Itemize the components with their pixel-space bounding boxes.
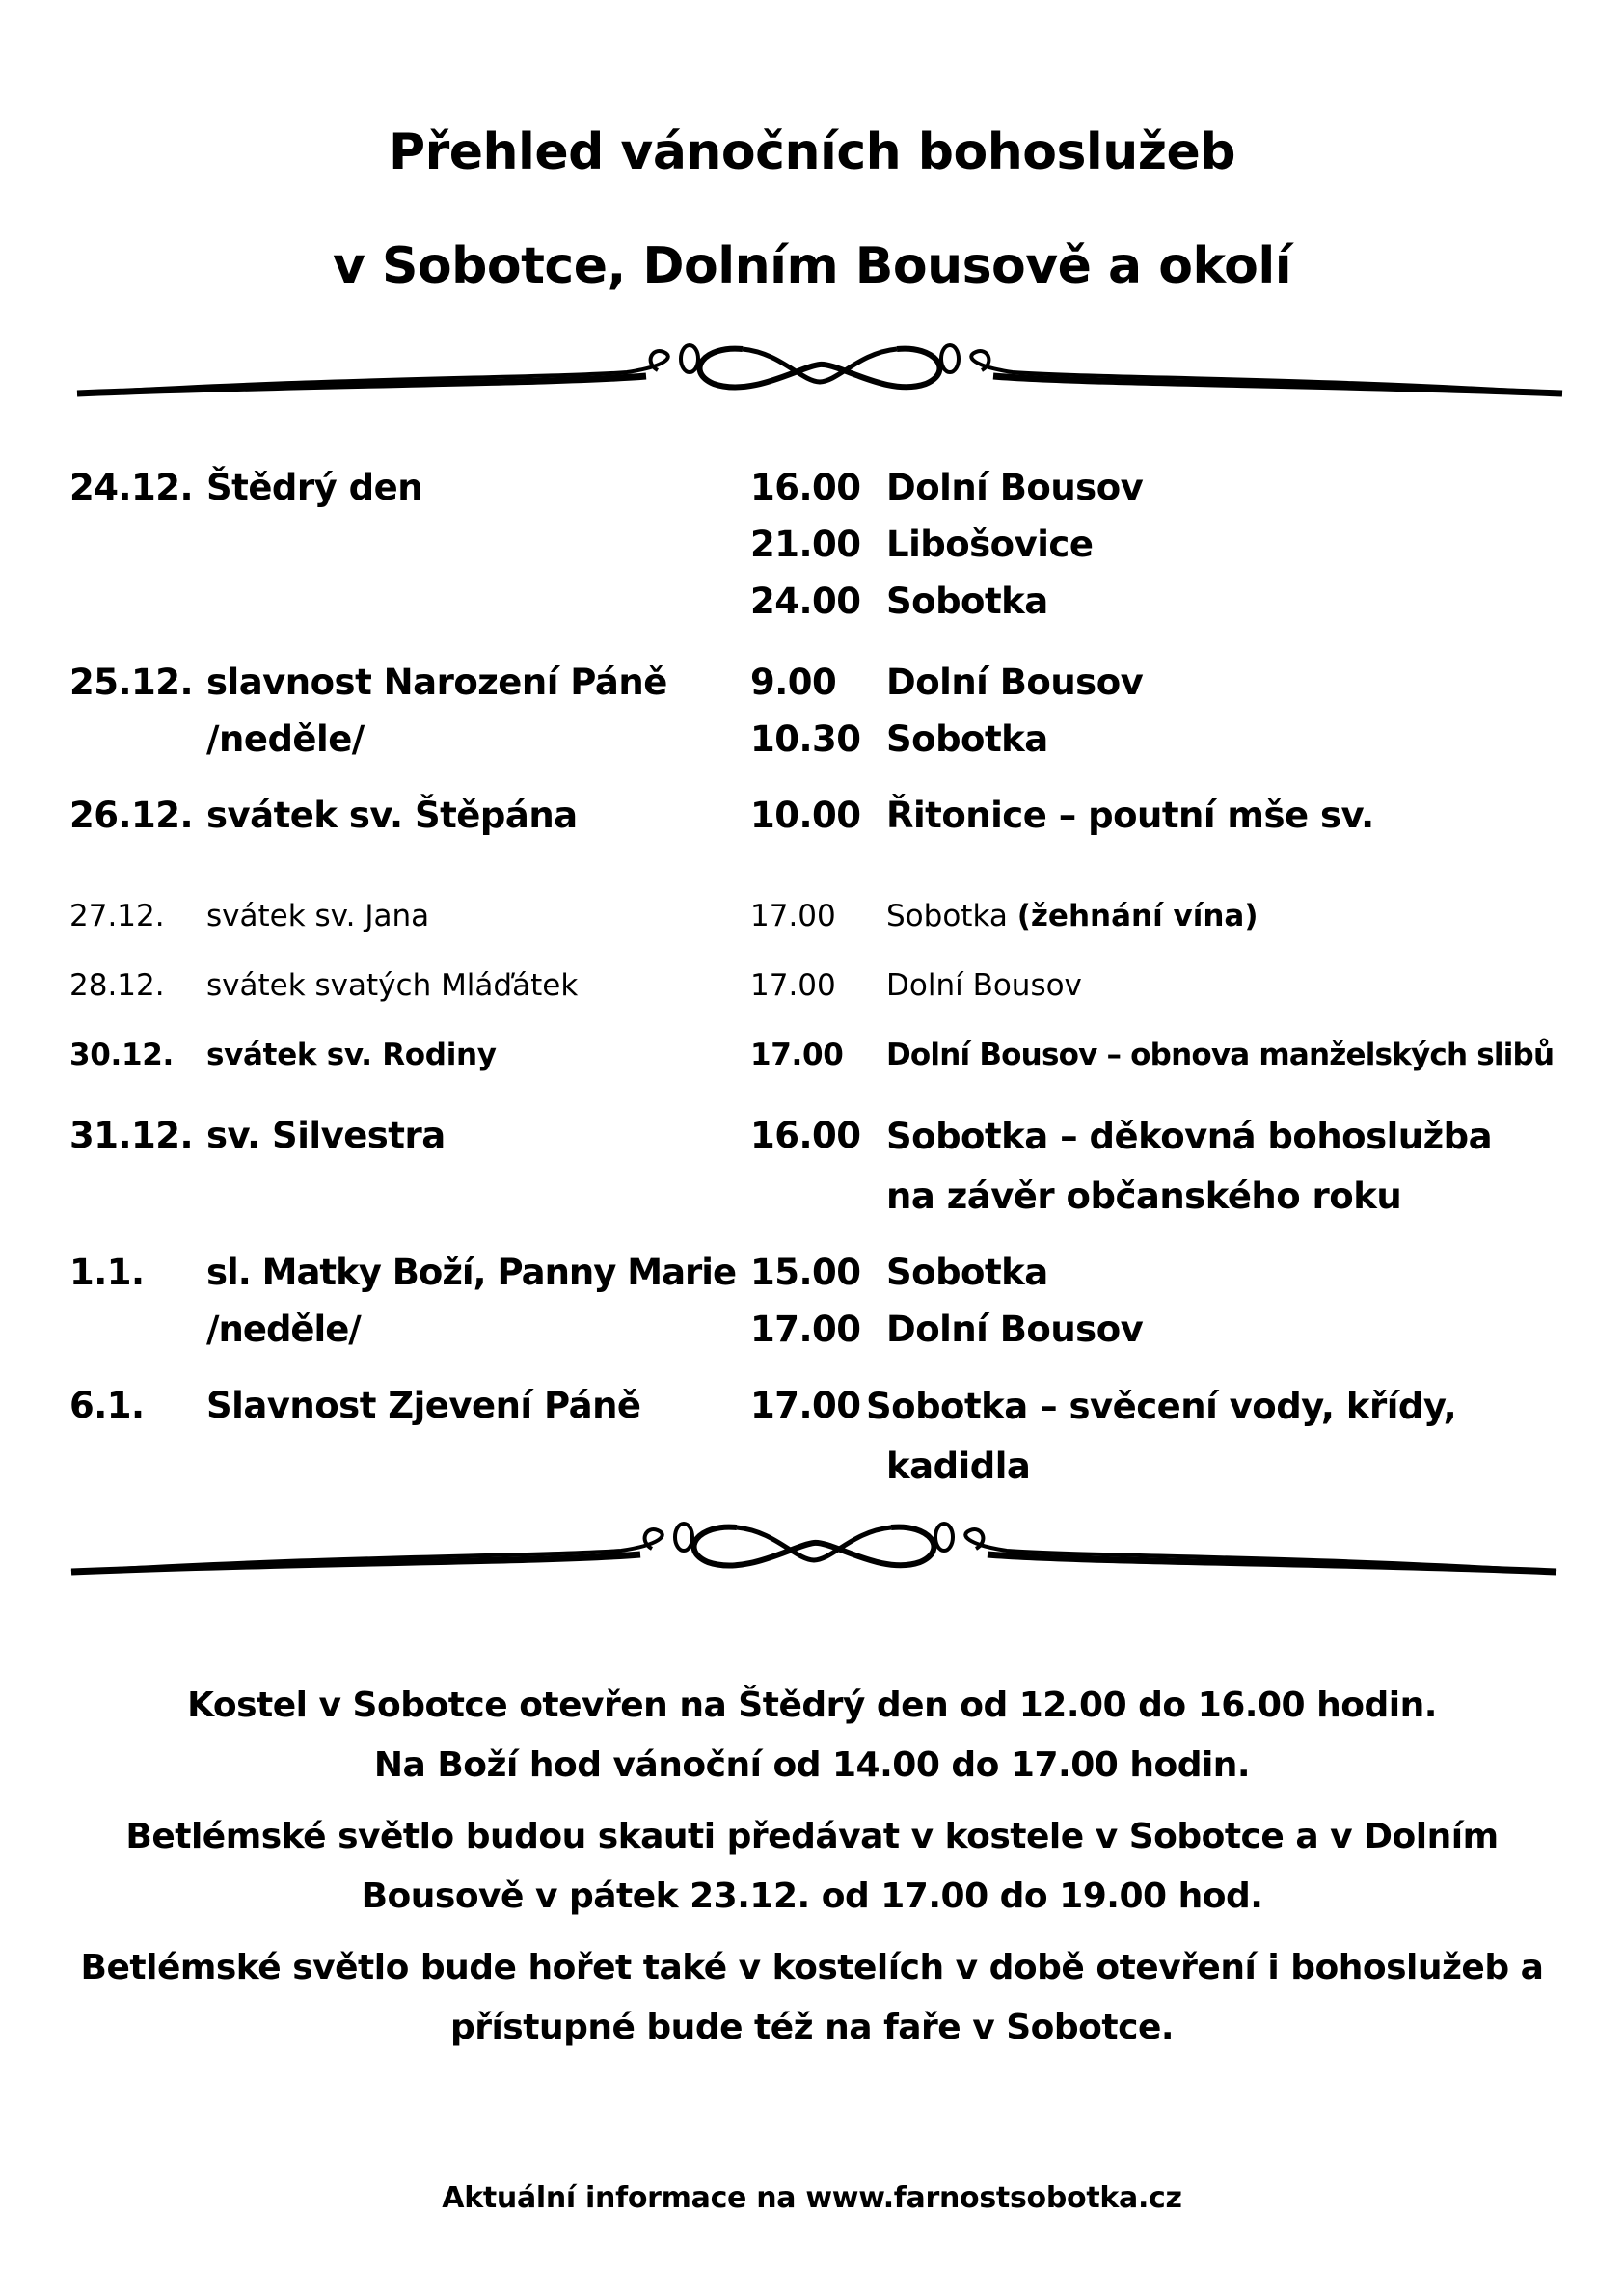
feast-name: Štědrý den — [206, 467, 423, 508]
note-church-open-christmas-day: Na Boží hod vánoční od 14.00 do 17.00 hodin. — [373, 1745, 1251, 1785]
schedule-date: 31.12. — [69, 1115, 194, 1156]
service-time: 21.00 — [750, 524, 861, 565]
schedule-date: 26.12. — [69, 795, 194, 836]
service-time: 17.00 — [750, 1385, 861, 1426]
service-time: 10.00 — [750, 795, 861, 836]
note-bethlehem-light-line-2: Bousově v pátek 23.12. od 17.00 do 19.00 hod. — [361, 1877, 1263, 1916]
service-place: Dolní Bousov — [886, 1309, 1144, 1350]
service-place: Sobotka – svěcení vody, křídy, — [866, 1386, 1457, 1427]
schedule-date: 24.12. — [69, 467, 194, 508]
schedule-date: 28.12. — [69, 968, 165, 1003]
feast-name: sv. Silvestra — [206, 1115, 446, 1156]
feast-name: svátek sv. Rodiny — [206, 1038, 497, 1072]
feast-name: Slavnost Zjevení Páně — [206, 1385, 641, 1426]
feast-name: svátek svatých Mláďátek — [206, 968, 579, 1003]
footer-website-info: Aktuální informace na www.farnostsobotka.cz — [442, 2181, 1182, 2215]
service-time: 17.00 — [750, 1309, 861, 1350]
service-time: 24.00 — [750, 581, 861, 622]
feast-name: svátek sv. Štěpána — [206, 795, 578, 836]
note-bethlehem-light-churches-line-1: Betlémské světlo bude hořet také v kostelích v době otevření i bohoslužeb a — [80, 1948, 1544, 1987]
service-time: 16.00 — [750, 467, 861, 508]
service-place: Dolní Bousov — [886, 662, 1144, 703]
service-place: Dolní Bousov – obnova manželských slibů — [886, 1038, 1555, 1072]
top-flourish-ornament — [68, 328, 1572, 424]
service-place: Sobotka — [886, 1252, 1048, 1293]
schedule-date: 27.12. — [69, 899, 165, 933]
feast-name: slavnost Narození Páně — [206, 662, 667, 703]
feast-name: svátek sv. Jana — [206, 899, 430, 933]
schedule-date: 6.1. — [69, 1385, 145, 1426]
note-church-open-christmas-eve: Kostel v Sobotce otevřen na Štědrý den od 12.00 do 16.00 hodin. — [187, 1686, 1437, 1725]
service-time: 15.00 — [750, 1252, 861, 1293]
service-note: (žehnání vína) — [1016, 899, 1259, 933]
service-time: 17.00 — [750, 1038, 844, 1072]
service-time: 16.00 — [750, 1115, 861, 1156]
service-place: Sobotka – děkovná bohoslužba — [886, 1116, 1493, 1157]
service-place: Sobotka — [886, 718, 1048, 760]
feast-name: sl. Matky Boží, Panny Marie — [206, 1252, 737, 1293]
service-place: Sobotka — [886, 899, 1008, 933]
service-time: 17.00 — [750, 899, 836, 933]
service-place: Dolní Bousov — [886, 968, 1082, 1003]
service-time: 17.00 — [750, 968, 836, 1003]
service-place: Libošovice — [886, 524, 1094, 565]
schedule-date: 1.1. — [69, 1252, 145, 1293]
feast-day-note: /neděle/ — [206, 1309, 361, 1350]
bottom-flourish-ornament — [62, 1506, 1566, 1603]
service-place: Sobotka — [886, 581, 1048, 622]
note-bethlehem-light-churches-line-2: přístupné bude též na faře v Sobotce. — [449, 2008, 1175, 2047]
service-place: Řitonice – poutní mše sv. — [886, 795, 1374, 836]
service-place-continued: kadidla — [886, 1445, 1031, 1487]
page-title-line-2: v Sobotce, Dolním Bousově a okolí — [332, 237, 1292, 295]
page-title-line-1: Přehled vánočních bohoslužeb — [388, 123, 1236, 181]
schedule-date: 30.12. — [69, 1038, 175, 1072]
feast-day-note: /neděle/ — [206, 718, 365, 760]
service-place-continued: na závěr občanského roku — [886, 1175, 1402, 1217]
service-time: 10.30 — [750, 718, 861, 760]
service-place: Dolní Bousov — [886, 467, 1144, 508]
opening-hours-notes — [0, 1676, 1624, 2069]
service-time: 9.00 — [750, 662, 837, 703]
schedule-date: 25.12. — [69, 662, 194, 703]
note-bethlehem-light-line-1: Betlémské světlo budou skauti předávat v kostele v Sobotce a v Dolním — [125, 1817, 1499, 1856]
